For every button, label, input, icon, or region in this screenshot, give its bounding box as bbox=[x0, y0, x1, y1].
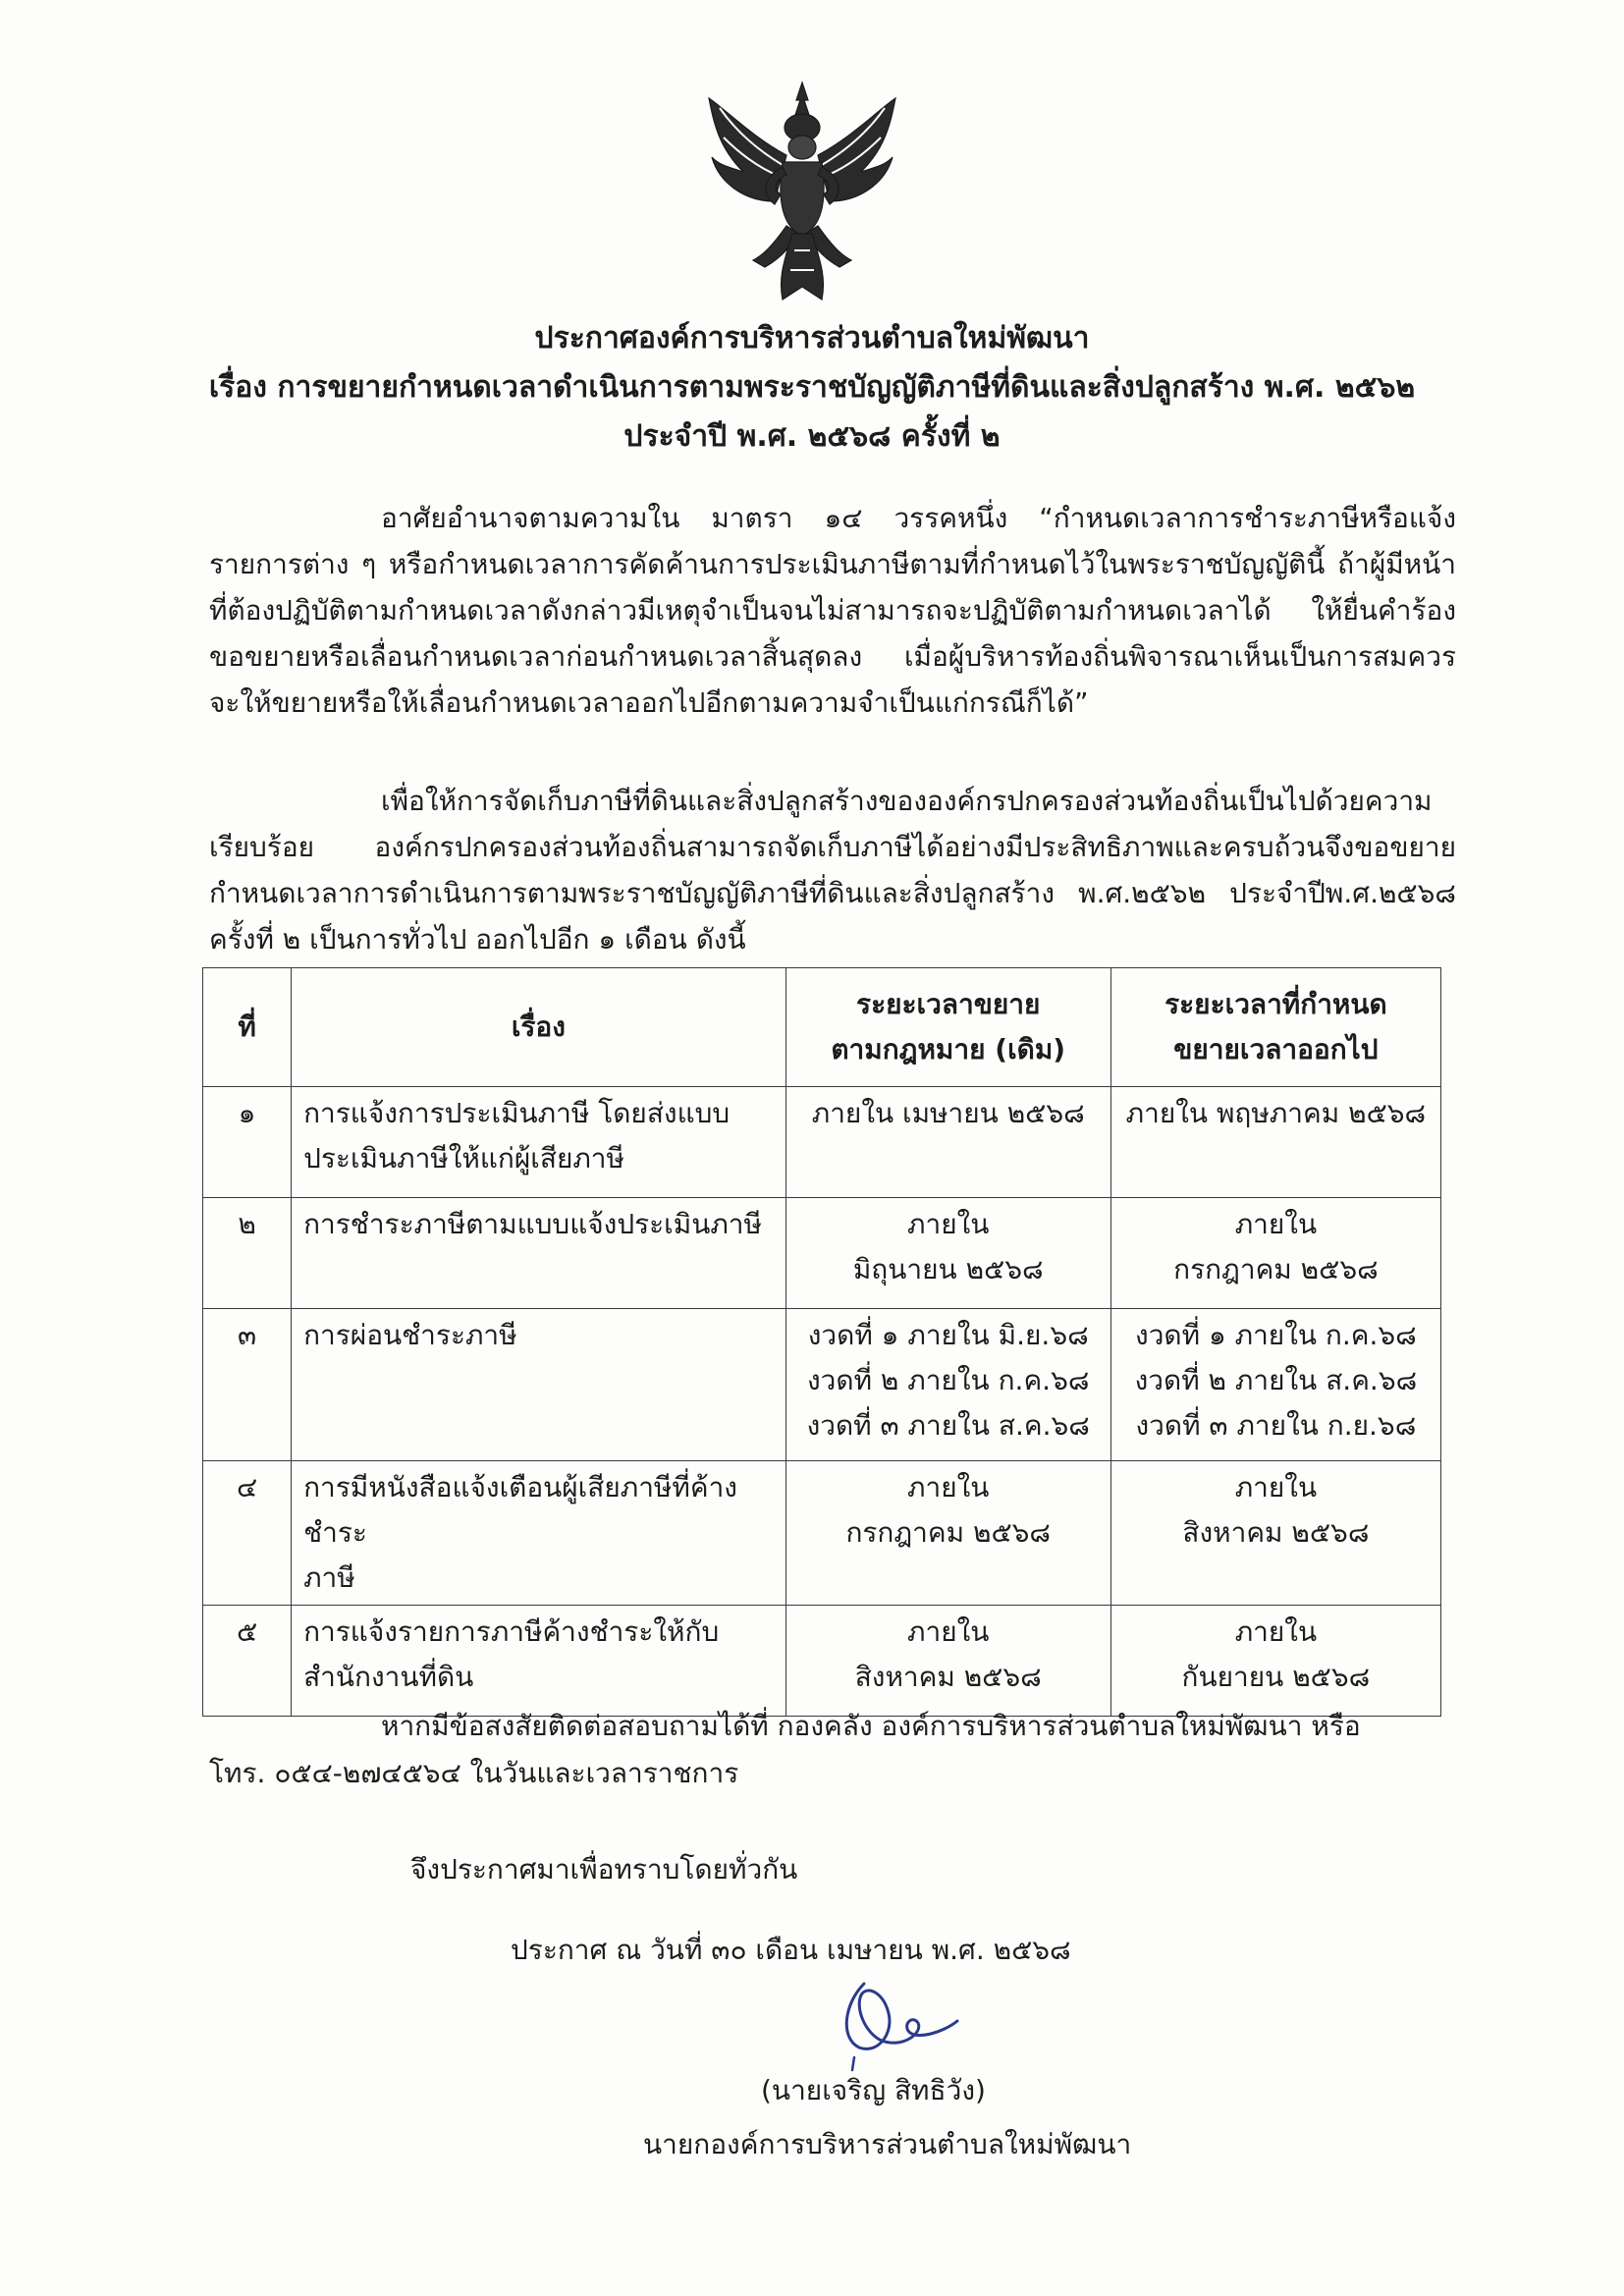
contact-line-2: โทร. ๐๕๔-๒๗๔๕๖๔ ในวันและเวลาราชการ bbox=[209, 1757, 739, 1789]
garuda-emblem-icon bbox=[684, 79, 920, 304]
date-line: ประกาศ ณ วันที่ ๓๐ เดือน เมษายน พ.ศ. ๒๕๖๘ bbox=[511, 1934, 1071, 1966]
row-subject: การมีหนังสือแจ้งเตือนผู้เสียภาษีที่ค้างชำระ ภาษี bbox=[292, 1461, 786, 1606]
authority-paragraph-text: อาศัยอำนาจตามความใน มาตรา ๑๔ วรรคหนึ่ง “กำหนดเวลาการชำระภาษีหรือแจ้งรายการต่าง ๆ หรือกำหนดเวลาการคัดค้านการประเมินภาษีตามที่กำหนดไว้ในพระราชบัญญัตินี้ ถ้าผู้มีหน้าที่ต้องปฏิบัติตามกำหนดเวลาดังกล่าวมีเหตุจำเป็นจนไม่สามารถจะปฏิบัติตามกำหนดเวลาได้ ให้ยื่นคำร้องขอขยายหรือเลื่อนกำหนดเวลาก่อนกำหนดเวลาสิ้นสุดลง เมื่อผู้บริหารท้องถิ่นพิจารณาเห็นเป็นการสมควร จะให้ขยายหรือให้เลื่อนกำหนดเวลาออกไปอีกตามความจำเป็นแก่กรณีก็ได้” bbox=[209, 502, 1456, 719]
signer-title: นายกองค์การบริหารส่วนตำบลใหม่พัฒนา bbox=[643, 2128, 1132, 2160]
table-row bbox=[203, 1309, 1441, 1461]
header-subject: เรื่อง bbox=[292, 968, 786, 1087]
table-row bbox=[203, 1087, 1441, 1198]
table-row bbox=[203, 1461, 1441, 1606]
row-subject: การชำระภาษีตามแบบแจ้งประเมินภาษี bbox=[292, 1198, 786, 1309]
authority-paragraph bbox=[209, 495, 1456, 726]
announcement-period: ประจำปี พ.ศ. ๒๕๖๘ ครั้งที่ ๒ bbox=[623, 419, 1001, 454]
row-subject: การแจ้งรายการภาษีค้างชำระให้กับ สำนักงานที่ดิน bbox=[292, 1606, 786, 1717]
table-row bbox=[203, 1198, 1441, 1309]
announcement-title: ประกาศองค์การบริหารส่วนตำบลใหม่พัฒนา bbox=[534, 321, 1090, 355]
row-original-period: ภายใน เมษายน ๒๕๖๘ bbox=[785, 1087, 1110, 1198]
table-header-row bbox=[203, 968, 1441, 1087]
row-extended-period: ภายใน พฤษภาคม ๒๕๖๘ bbox=[1110, 1087, 1440, 1198]
signer-name: (นายเจริญ สิทธิวัง) bbox=[761, 2074, 986, 2106]
closing-line: จึงประกาศมาเพื่อทราบโดยทั่วกัน bbox=[410, 1853, 798, 1886]
signature-icon bbox=[825, 1964, 972, 2072]
row-original-period: ภายใน กรกฎาคม ๒๕๖๘ bbox=[785, 1461, 1110, 1606]
contact-line-1: หากมีข้อสงสัยติดต่อสอบถามได้ที่ กองคลัง องค์การบริหารส่วนตำบลใหม่พัฒนา หรือ bbox=[381, 1710, 1361, 1742]
row-subject: การผ่อนชำระภาษี bbox=[292, 1309, 786, 1461]
row-original-period: งวดที่ ๑ ภายใน มิ.ย.๖๘ งวดที่ ๒ ภายใน ก.ค.๖๘ งวดที่ ๓ ภายใน ส.ค.๖๘ bbox=[785, 1309, 1110, 1461]
purpose-paragraph bbox=[209, 778, 1456, 962]
row-no: ๕ bbox=[203, 1606, 292, 1717]
purpose-paragraph-text: เพื่อให้การจัดเก็บภาษีที่ดินและสิ่งปลูกสร้างขององค์กรปกครองส่วนท้องถิ่นเป็นไปด้วยความเรียบร้อย องค์กรปกครองส่วนท้องถิ่นสามารถจัดเก็บภาษีได้อย่างมีประสิทธิภาพและครบถ้วนจึงขอขยายกำหนดเวลาการดำเนินการตามพระราชบัญญัติภาษีที่ดินและสิ่งปลูกสร้าง พ.ศ.๒๕๖๒ ประจำปีพ.ศ.๒๕๖๘ ครั้งที่ ๒ เป็นการทั่วไป ออกไปอีก ๑ เดือน ดังนี้ bbox=[209, 785, 1456, 956]
schedule-table bbox=[202, 967, 1441, 1717]
row-original-period: ภายใน มิถุนายน ๒๕๖๘ bbox=[785, 1198, 1110, 1309]
announcement-subject: เรื่อง การขยายกำหนดเวลาดำเนินการตามพระราชบัญญัติภาษีที่ดินและสิ่งปลูกสร้าง พ.ศ. ๒๕๖๒ bbox=[208, 370, 1416, 405]
row-original-period: ภายใน สิงหาคม ๒๕๖๘ bbox=[785, 1606, 1110, 1717]
header-original-period: ระยะเวลาขยาย ตามกฎหมาย (เดิม) bbox=[785, 968, 1110, 1087]
row-no: ๓ bbox=[203, 1309, 292, 1461]
header-no: ที่ bbox=[203, 968, 292, 1087]
row-extended-period: ภายใน กันยายน ๒๕๖๘ bbox=[1110, 1606, 1440, 1717]
row-subject: การแจ้งการประเมินภาษี โดยส่งแบบ ประเมินภาษีให้แก่ผู้เสียภาษี bbox=[292, 1087, 786, 1198]
row-extended-period: งวดที่ ๑ ภายใน ก.ค.๖๘ งวดที่ ๒ ภายใน ส.ค.๖๘ งวดที่ ๓ ภายใน ก.ย.๖๘ bbox=[1110, 1309, 1440, 1461]
row-no: ๑ bbox=[203, 1087, 292, 1198]
row-no: ๔ bbox=[203, 1461, 292, 1606]
table-row bbox=[203, 1606, 1441, 1717]
row-extended-period: ภายใน สิงหาคม ๒๕๖๘ bbox=[1110, 1461, 1440, 1606]
row-extended-period: ภายใน กรกฎาคม ๒๕๖๘ bbox=[1110, 1198, 1440, 1309]
row-no: ๒ bbox=[203, 1198, 292, 1309]
header-extended-period: ระยะเวลาที่กำหนด ขยายเวลาออกไป bbox=[1110, 968, 1440, 1087]
